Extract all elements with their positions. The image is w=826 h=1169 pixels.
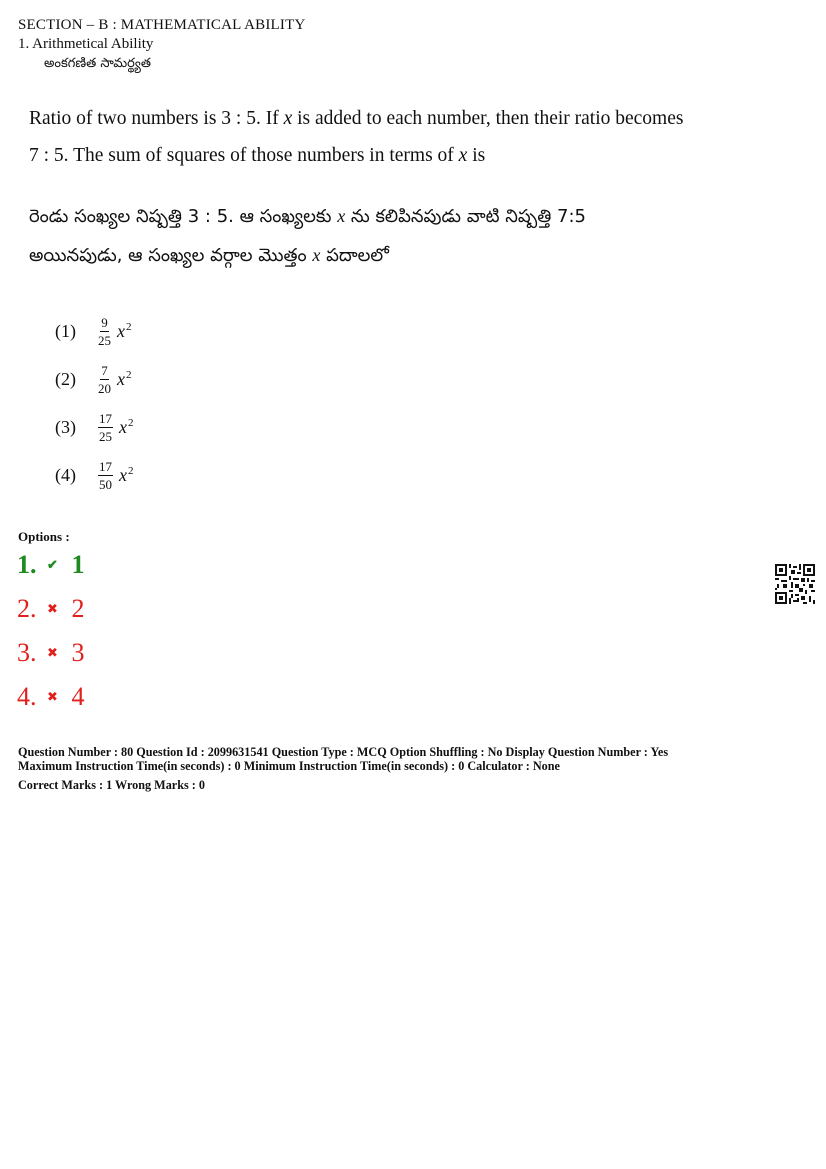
option-number: 2. <box>17 594 37 623</box>
choice-fraction: $\frac{9}{25}$ <box>98 314 111 348</box>
choice-variable: $x^2$ <box>119 416 134 437</box>
question-telugu-line-1: రెండు సంఖ్యల నిష్పత్తి 3 : 5. ఆ సంఖ్యలకు x ను కలిపినపుడు వాటి నిష్పత్తి 7:5 <box>29 206 586 227</box>
choice-label: (3) <box>55 416 76 437</box>
question-meta-line-2: Maximum Instruction Time(in seconds) : 0 Minimum Instruction Time(in seconds) : 0 Calculator : None <box>18 759 560 773</box>
answer-choice-1 <box>55 311 132 351</box>
marks-info: Correct Marks : 1 Wrong Marks : 0 <box>18 778 205 792</box>
question-english-line-1: Ratio of two numbers is 3 : 5. If x is added to each number, then their ratio becomes <box>29 108 684 129</box>
choice-variable: $x^2$ <box>119 464 134 485</box>
answer-choice-4 <box>55 455 134 495</box>
answer-choice-3 <box>55 407 134 447</box>
option-value: 1 <box>71 550 85 579</box>
choice-fraction: $\frac{7}{20}$ <box>98 362 111 396</box>
cross-icon: ✖ <box>47 645 58 660</box>
option-1 <box>17 550 85 580</box>
option-4 <box>17 682 85 712</box>
cross-icon: ✖ <box>47 601 58 616</box>
option-number: 1. <box>17 550 37 579</box>
option-number: 3. <box>17 638 37 667</box>
choice-variable: $x^2$ <box>117 320 132 341</box>
option-3 <box>17 638 85 668</box>
cross-icon: ✖ <box>47 689 58 704</box>
option-2 <box>17 594 85 624</box>
question-meta-line-1: Question Number : 80 Question Id : 2099631541 Question Type : MCQ Option Shuffling : No Display Question Number : Yes <box>18 745 669 759</box>
choice-label: (4) <box>55 464 76 485</box>
option-value: 2 <box>71 594 85 623</box>
choice-label: (2) <box>55 368 76 389</box>
choice-variable: $x^2$ <box>117 368 132 389</box>
section-header: SECTION – B : MATHEMATICAL ABILITY <box>18 17 306 33</box>
choice-fraction: $\frac{17}{50}$ <box>99 458 112 492</box>
answer-choice-2 <box>55 359 132 399</box>
option-number: 4. <box>17 682 37 711</box>
choice-fraction: $\frac{17}{25}$ <box>99 410 112 444</box>
topic-title-telugu: అంకగణిత సామర్థ్యత <box>44 56 152 71</box>
options-label: Options : <box>18 529 70 544</box>
qr-code-icon <box>775 564 815 604</box>
question-english-line-2: 7 : 5. The sum of squares of those numbers in terms of x is <box>29 145 486 166</box>
check-icon: ✔ <box>47 557 58 572</box>
question-telugu-line-2: అయినపుడు, ఆ సంఖ్యల వర్గాల మొత్తం x పదాలలో <box>29 245 389 266</box>
option-value: 3 <box>71 638 85 667</box>
option-value: 4 <box>71 682 85 711</box>
topic-title: 1. Arithmetical Ability <box>18 36 154 52</box>
choice-label: (1) <box>55 320 76 341</box>
